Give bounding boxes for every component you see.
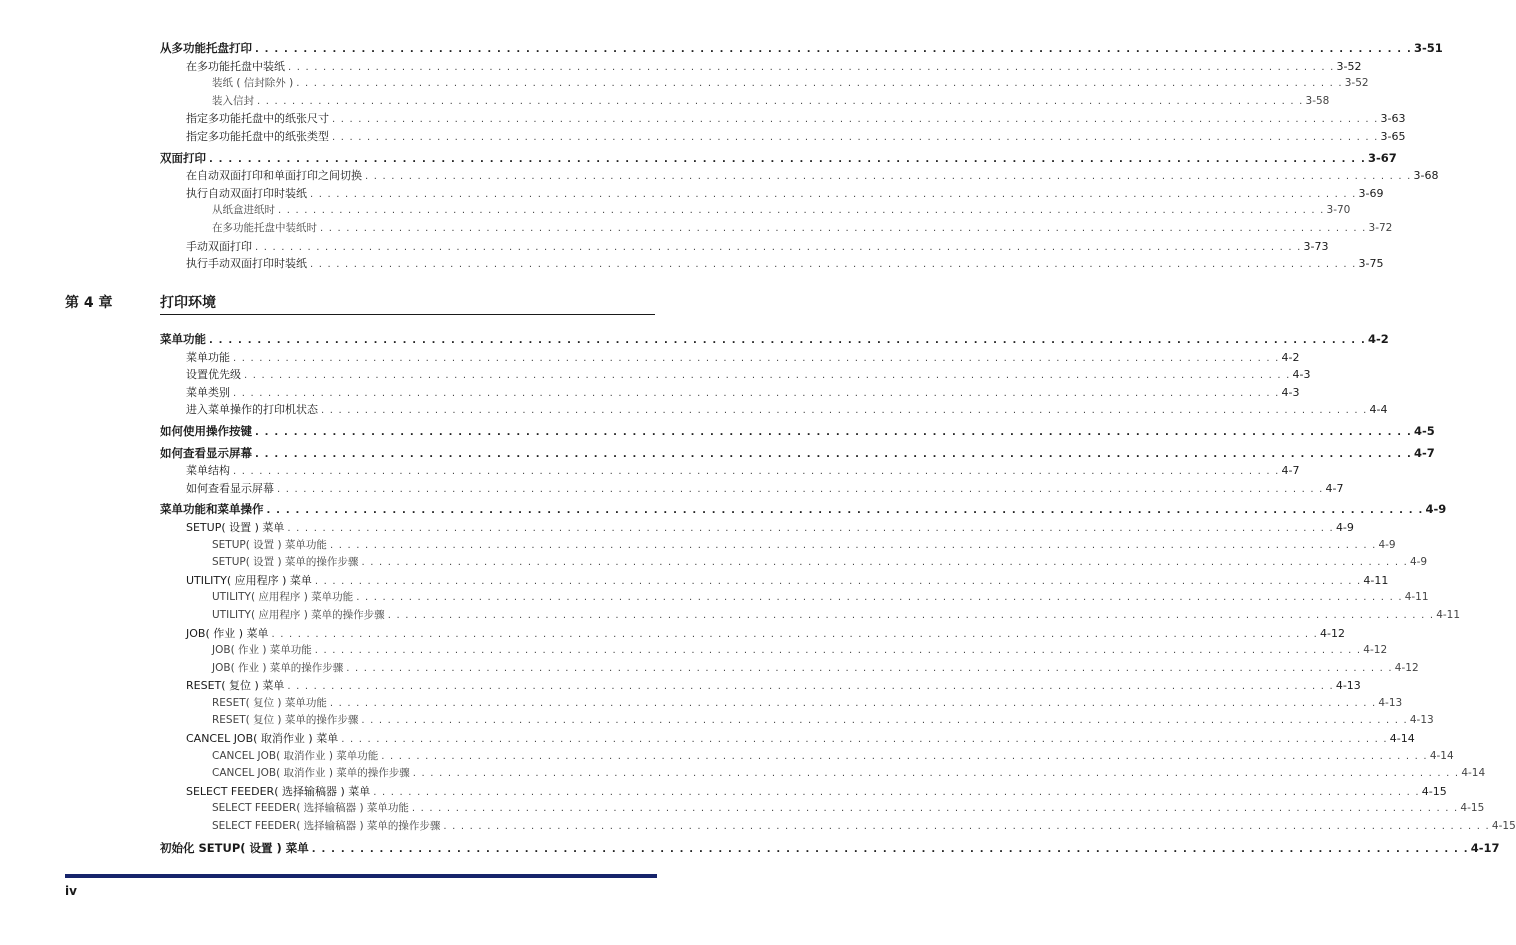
toc-entry-page: 4-7 [1413,445,1435,460]
toc-leader-dots: . . . . . . . . . . . . . . . . . . . . . . . . . . . . . . . . . . . . . . . . . . . . . . . . . . . . . . . . . . . . . . . . . . . . . . . . . . . . . . . . . . . . . . . . . . . . . . . . . . . . . . . . . . . . . . . . . . . . . . . . [278,205,1325,217]
toc-entry[interactable] [160,572,1389,590]
toc-entry-title: 菜单功能和菜单操作 [160,502,264,517]
toc-entry-page: 4-12 [1394,661,1419,674]
toc-entry[interactable] [160,840,1500,858]
toc-entry-page: 4-9 [1335,520,1354,534]
toc-entry[interactable] [160,423,1435,441]
toc-leader-dots: . . . . . . . . . . . . . . . . . . . . . . . . . . . . . . . . . . . . . . . . . . . . . . . . . . . . . . . . . . . . . . . . . . . . . . . . . . . . . . . . . . . . . . . . . . . . . . . . . . . . . . . . . . . . . . . . . . . . . . . . [233,387,1280,399]
toc-entry-title: 执行手动双面打印时装纸 [186,257,307,271]
toc-leader-dots: . . . . . . . . . . . . . . . . . . . . . . . . . . . . . . . . . . . . . . . . . . . . . . . . . . . . . . . . . . . . . . . . . . . . . . . . . . . . . . . . . . . . . . . . . . . . . . . . . . . . . . . . . . . . . . . . . . . . . . . . [233,352,1280,364]
toc-leader-dots: . . . . . . . . . . . . . . . . . . . . . . . . . . . . . . . . . . . . . . . . . . . . . . . . . . . . . . . . . . . . . . . . . . . . . . . . . . . . . . . . . . . . . . . . . . . . . . . . . . . . . . . . . . . . . . . . . . . . . . . . [329,697,1377,709]
toc-entry-page: 3-58 [1305,94,1330,107]
toc-entry[interactable] [160,554,1428,572]
toc-leader-dots: . . . . . . . . . . . . . . . . . . . . . . . . . . . . . . . . . . . . . . . . . . . . . . . . . . . . . . . . . . . . . . . . . . . . . . . . . . . . . . . . . . . . . . . . . . . . . . . . . . . . . . . . . . . . . . . . . . . . . . . . [271,628,1319,640]
chapter-heading [65,292,655,318]
toc-entry-title: RESET( 复位 ) 菜单的操作步骤 [212,714,359,727]
toc-entry[interactable] [160,75,1369,93]
chapter-rule [160,314,655,315]
toc-leader-dots: . . . . . . . . . . . . . . . . . . . . . . . . . . . . . . . . . . . . . . . . . . . . . . . . . . . . . . . . . . . . . . . . . . . . . . . . . . . . . . . . . . . . . . . . . . . . . . . . . . . . . . . . . . . . . . . . . . . . . . . . [244,370,1291,382]
toc-entry-page: 4-12 [1320,626,1346,640]
toc-entry[interactable] [160,712,1434,730]
toc-leader-dots: . . . . . . . . . . . . . . . . . . . . . . . . . . . . . . . . . . . . . . . . . . . . . . . . . . . . . . . . . . . . . . . . . . . . . . . . . . . . . . . . . . . . . . . . . . . . . . . . . . . . . . . . . . . . . . . . . . . . . . . . [341,734,1388,746]
toc-entry[interactable] [160,349,1300,367]
toc-leader-dots: . . . . . . . . . . . . . . . . . . . . . . . . . . . . . . . . . . . . . . . . . . . . . . . . . . . . . . . . . . . . . . . . . . . . . . . . . . . . . . . . . . . . . . . . . . . . . . . . . . . . . . . . . . . . . . . . . . . . . . . . [387,609,1435,621]
toc-entry-title: 执行自动双面打印时装纸 [186,186,307,200]
toc-entry-title: 菜单功能 [160,332,206,346]
toc-leader-dots: . . . . . . . . . . . . . . . . . . . . . . . . . . . . . . . . . . . . . . . . . . . . . . . . . . . . . . . . . . . . . . . . . . . . . . . . . . . . . . . . . . . . . . . . . . . . . . . . . . . . . . . . . . . . . . . . . . . . . . . . [320,222,1367,234]
toc-entry-page: 4-9 [1409,556,1428,569]
toc-entry[interactable] [160,501,1447,519]
toc-entry[interactable] [160,331,1389,349]
toc-entry-title: UTILITY( 应用程序 ) 菜单的操作步骤 [212,608,385,621]
toc-entry-page: 3-52 [1344,77,1369,90]
toc-leader-dots: . . . . . . . . . . . . . . . . . . . . . . . . . . . . . . . . . . . . . . . . . . . . . . . . . . . . . . . . . . . . . . . . . . . . . . . . . . . . . . . . . . . . . . . . . . . . . . . . . . . . . . . . . . . . . . . . . . . . . . . . [277,483,1324,495]
toc-entry-title: CANCEL JOB( 取消作业 ) 菜单 [186,732,339,746]
toc-entry-title: RESET( 复位 ) 菜单功能 [212,696,327,709]
toc-leader-dots: . . . . . . . . . . . . . . . . . . . . . . . . . . . . . . . . . . . . . . . . . . . . . . . . . . . . . . . . . . . . . . . . . . . . . . . . . . . . . . . . . . . . . . . . . . . . . . . . . . . . . . . . . . . . . . . . . . . . . . . . [255,241,1302,253]
toc-entry-title: 进入菜单操作的打印机状态 [186,403,318,417]
toc-entry-page: 4-7 [1281,464,1300,478]
toc-entry-page: 4-13 [1409,714,1434,727]
toc-entry-page: 4-2 [1367,332,1389,346]
toc-entry-page: 4-11 [1404,591,1429,604]
toc-entry[interactable] [160,519,1354,537]
toc-entry-title: 菜单类别 [186,385,230,399]
toc-entry-title: 如何查看显示屏幕 [160,445,252,460]
toc-leader-dots: . . . . . . . . . . . . . . . . . . . . . . . . . . . . . . . . . . . . . . . . . . . . . . . . . . . . . . . . . . . . . . . . . . . . . . . . . . . . . . . . . . . . . . . . . . . . . . . . . . . . . . . . . . . . . . . . . . . . . . . . [443,821,1490,833]
toc-entry[interactable] [160,695,1403,713]
toc-entry-page: 4-4 [1369,403,1388,417]
chapter-number: 第 4 章 [65,295,113,311]
page-number: iv [65,884,77,898]
toc-entry[interactable] [160,765,1486,783]
toc-entry[interactable] [160,128,1406,146]
toc-leader-dots: . . . . . . . . . . . . . . . . . . . . . . . . . . . . . . . . . . . . . . . . . . . . . . . . . . . . . . . . . . . . . . . . . . . . . . . . . . . . . . . . . . . . . . . . . . . . . . . . . . . . . . . . . . . . . . . . . . . . . . . . [332,131,1379,143]
toc-leader-dots: . . . . . . . . . . . . . . . . . . . . . . . . . . . . . . . . . . . . . . . . . . . . . . . . . . . . . . . . . . . . . . . . . . . . . . . . . . . . . . . . . . . . . . . . . . . . . . . . . . . . . . . . . . . . . . . . . . . . . . . . [329,539,1377,551]
toc-entry[interactable] [160,660,1419,678]
toc-entry[interactable] [160,167,1439,185]
toc-leader-dots: . . . . . . . . . . . . . . . . . . . . . . . . . . . . . . . . . . . . . . . . . . . . . . . . . . . . . . . . . . . . . . . . . . . . . . . . . . . . . . . . . . . . . . . . . . . . . . . . . . . . . . . . . . . . . . . . . . . . . . . . [287,522,1334,534]
toc-leader-dots: . . . . . . . . . . . . . . . . . . . . . . . . . . . . . . . . . . . . . . . . . . . . . . . . . . . . . . . . . . . . . . . . . . . . . . . . . . . . . . . . . . . . . . . . . . . . . . . . . . . . . . . . . . . . . . . . . . . . . . . . [233,466,1280,478]
toc-leader-dots: . . . . . . . . . . . . . . . . . . . . . . . . . . . . . . . . . . . . . . . . . . . . . . . . . . . . . . . . . . . . . . . . . . . . . . . . . . . . . . . . . . . . . . . . . . . . . . . . . . . . . . . . . . . . . . . . . . . . . . . . [209,335,1366,346]
toc-entry-page: 4-5 [1413,423,1435,438]
toc-entry-page: 3-63 [1380,112,1406,126]
toc-entry[interactable] [160,384,1300,402]
toc-entry[interactable] [160,93,1330,111]
toc-entry[interactable] [160,818,1516,836]
toc-leader-dots: . . . . . . . . . . . . . . . . . . . . . . . . . . . . . . . . . . . . . . . . . . . . . . . . . . . . . . . . . . . . . . . . . . . . . . . . . . . . . . . . . . . . . . . . . . . . . . . . . . . . . . . . . . . . . . . . . . . . . . . . [255,426,1412,438]
toc-entry[interactable] [160,401,1388,419]
toc-entry-page: 3-75 [1358,257,1384,271]
toc-top-section [160,40,1443,273]
toc-entry-title: 如何使用操作按键 [160,423,252,438]
toc-leader-dots: . . . . . . . . . . . . . . . . . . . . . . . . . . . . . . . . . . . . . . . . . . . . . . . . . . . . . . . . . . . . . . . . . . . . . . . . . . . . . . . . . . . . . . . . . . . . . . . . . . . . . . . . . . . . . . . . . . . . . . . . [373,786,1420,798]
toc-entry[interactable] [160,202,1351,220]
toc-entry-title: SELECT FEEDER( 选择输稿器 ) 菜单的操作步骤 [212,820,441,833]
toc-leader-dots: . . . . . . . . . . . . . . . . . . . . . . . . . . . . . . . . . . . . . . . . . . . . . . . . . . . . . . . . . . . . . . . . . . . . . . . . . . . . . . . . . . . . . . . . . . . . . . . . . . . . . . . . . . . . . . . . . . . . . . . . [361,557,1408,569]
toc-entry-title: 指定多功能托盘中的纸张尺寸 [186,112,329,126]
toc-entry-title: 指定多功能托盘中的纸张类型 [186,129,329,143]
toc-entry-title: 菜单功能 [186,350,230,364]
toc-entry-title: 手动双面打印 [186,239,252,253]
toc-entry-page: 4-12 [1363,644,1388,657]
toc-entry[interactable] [160,537,1396,555]
toc-entry[interactable] [160,445,1435,463]
toc-leader-dots: . . . . . . . . . . . . . . . . . . . . . . . . . . . . . . . . . . . . . . . . . . . . . . . . . . . . . . . . . . . . . . . . . . . . . . . . . . . . . . . . . . . . . . . . . . . . . . . . . . . . . . . . . . . . . . . . . . . . . . . . [266,505,1424,517]
toc-entry[interactable] [160,462,1300,480]
toc-entry-title: SETUP( 设置 ) 菜单的操作步骤 [212,556,359,569]
toc-entry-page: 4-15 [1460,802,1485,815]
toc-entry-title: SETUP( 设置 ) 菜单 [186,520,285,534]
toc-entry-page: 3-68 [1413,169,1439,183]
toc-leader-dots: . . . . . . . . . . . . . . . . . . . . . . . . . . . . . . . . . . . . . . . . . . . . . . . . . . . . . . . . . . . . . . . . . . . . . . . . . . . . . . . . . . . . . . . . . . . . . . . . . . . . . . . . . . . . . . . . . . . . . . . . [296,78,1343,90]
toc-leader-dots: . . . . . . . . . . . . . . . . . . . . . . . . . . . . . . . . . . . . . . . . . . . . . . . . . . . . . . . . . . . . . . . . . . . . . . . . . . . . . . . . . . . . . . . . . . . . . . . . . . . . . . . . . . . . . . . . . . . . . . . . [209,153,1366,165]
toc-leader-dots: . . . . . . . . . . . . . . . . . . . . . . . . . . . . . . . . . . . . . . . . . . . . . . . . . . . . . . . . . . . . . . . . . . . . . . . . . . . . . . . . . . . . . . . . . . . . . . . . . . . . . . . . . . . . . . . . . . . . . . . . [255,44,1412,55]
toc-entry-page: 4-7 [1325,481,1344,495]
toc-leader-dots: . . . . . . . . . . . . . . . . . . . . . . . . . . . . . . . . . . . . . . . . . . . . . . . . . . . . . . . . . . . . . . . . . . . . . . . . . . . . . . . . . . . . . . . . . . . . . . . . . . . . . . . . . . . . . . . . . . . . . . . . [314,575,1362,587]
toc-entry-page: 4-11 [1436,608,1461,621]
toc-leader-dots: . . . . . . . . . . . . . . . . . . . . . . . . . . . . . . . . . . . . . . . . . . . . . . . . . . . . . . . . . . . . . . . . . . . . . . . . . . . . . . . . . . . . . . . . . . . . . . . . . . . . . . . . . . . . . . . . . . . . . . . . [310,259,1357,271]
toc-entry-page: 4-17 [1470,840,1500,855]
toc-entry-page: 3-51 [1413,41,1443,55]
toc-entry-title: 装入信封 [212,94,254,107]
toc-entry-title: 初始化 SETUP( 设置 ) 菜单 [160,840,309,855]
toc-entry-title: 设置优先级 [186,368,241,382]
toc-entry[interactable] [160,783,1447,801]
toc-entry-title: JOB( 作业 ) 菜单功能 [212,644,312,657]
toc-entry[interactable] [160,40,1443,58]
toc-entry-page: 4-13 [1335,679,1361,693]
toc-entry-title: 从多功能托盘打印 [160,41,252,55]
toc-entry-page: 3-72 [1368,221,1393,234]
toc-entry-page: 4-3 [1281,385,1300,399]
toc-entry-page: 4-9 [1425,502,1447,517]
toc-leader-dots: . . . . . . . . . . . . . . . . . . . . . . . . . . . . . . . . . . . . . . . . . . . . . . . . . . . . . . . . . . . . . . . . . . . . . . . . . . . . . . . . . . . . . . . . . . . . . . . . . . . . . . . . . . . . . . . . . . . . . . . . [257,95,1304,107]
toc-entry[interactable] [160,748,1454,766]
toc-entry-page: 4-11 [1363,573,1389,587]
toc-entry-title: UTILITY( 应用程序 ) 菜单 [186,573,312,587]
toc-entry[interactable] [160,58,1362,76]
toc-entry-title: 在多功能托盘中装纸 [186,59,285,73]
toc-entry[interactable] [160,185,1384,203]
footer-rule [65,874,657,878]
toc-leader-dots: . . . . . . . . . . . . . . . . . . . . . . . . . . . . . . . . . . . . . . . . . . . . . . . . . . . . . . . . . . . . . . . . . . . . . . . . . . . . . . . . . . . . . . . . . . . . . . . . . . . . . . . . . . . . . . . . . . . . . . . . [310,188,1357,200]
toc-leader-dots: . . . . . . . . . . . . . . . . . . . . . . . . . . . . . . . . . . . . . . . . . . . . . . . . . . . . . . . . . . . . . . . . . . . . . . . . . . . . . . . . . . . . . . . . . . . . . . . . . . . . . . . . . . . . . . . . . . . . . . . . [361,715,1408,727]
toc-entry-title: 双面打印 [160,150,206,165]
toc-entry-page: 3-73 [1303,239,1329,253]
toc-leader-dots: . . . . . . . . . . . . . . . . . . . . . . . . . . . . . . . . . . . . . . . . . . . . . . . . . . . . . . . . . . . . . . . . . . . . . . . . . . . . . . . . . . . . . . . . . . . . . . . . . . . . . . . . . . . . . . . . . . . . . . . . [332,114,1379,126]
toc-entry[interactable] [160,366,1311,384]
chapter-title: 打印环境 [160,295,216,311]
toc-leader-dots: . . . . . . . . . . . . . . . . . . . . . . . . . . . . . . . . . . . . . . . . . . . . . . . . . . . . . . . . . . . . . . . . . . . . . . . . . . . . . . . . . . . . . . . . . . . . . . . . . . . . . . . . . . . . . . . . . . . . . . . . [314,645,1362,657]
toc-leader-dots: . . . . . . . . . . . . . . . . . . . . . . . . . . . . . . . . . . . . . . . . . . . . . . . . . . . . . . . . . . . . . . . . . . . . . . . . . . . . . . . . . . . . . . . . . . . . . . . . . . . . . . . . . . . . . . . . . . . . . . . . [381,750,1428,762]
toc-entry[interactable] [160,110,1406,128]
toc-entry-page: 4-3 [1292,368,1311,382]
toc-entry-title: UTILITY( 应用程序 ) 菜单功能 [212,591,354,604]
toc-entry[interactable] [160,730,1415,748]
toc-entry[interactable] [160,255,1384,273]
toc-entry-title: SELECT FEEDER( 选择输稿器 ) 菜单功能 [212,802,409,815]
toc-entry[interactable] [160,607,1461,625]
toc-entry-page: 3-67 [1367,150,1397,165]
toc-leader-dots: . . . . . . . . . . . . . . . . . . . . . . . . . . . . . . . . . . . . . . . . . . . . . . . . . . . . . . . . . . . . . . . . . . . . . . . . . . . . . . . . . . . . . . . . . . . . . . . . . . . . . . . . . . . . . . . . . . . . . . . . [255,448,1412,460]
toc-leader-dots: . . . . . . . . . . . . . . . . . . . . . . . . . . . . . . . . . . . . . . . . . . . . . . . . . . . . . . . . . . . . . . . . . . . . . . . . . . . . . . . . . . . . . . . . . . . . . . . . . . . . . . . . . . . . . . . . . . . . . . . . [346,662,1393,674]
toc-entry[interactable] [160,238,1329,256]
toc-entry-page: 3-69 [1358,186,1384,200]
toc-entry-page: 4-14 [1429,749,1454,762]
toc-entry-title: SETUP( 设置 ) 菜单功能 [212,538,327,551]
toc-leader-dots: . . . . . . . . . . . . . . . . . . . . . . . . . . . . . . . . . . . . . . . . . . . . . . . . . . . . . . . . . . . . . . . . . . . . . . . . . . . . . . . . . . . . . . . . . . . . . . . . . . . . . . . . . . . . . . . . . . . . . . . . [287,681,1334,693]
toc-entry[interactable] [160,625,1346,643]
toc-entry[interactable] [160,677,1361,695]
toc-leader-dots: . . . . . . . . . . . . . . . . . . . . . . . . . . . . . . . . . . . . . . . . . . . . . . . . . . . . . . . . . . . . . . . . . . . . . . . . . . . . . . . . . . . . . . . . . . . . . . . . . . . . . . . . . . . . . . . . . . . . . . . . [288,61,1335,73]
toc-leader-dots: . . . . . . . . . . . . . . . . . . . . . . . . . . . . . . . . . . . . . . . . . . . . . . . . . . . . . . . . . . . . . . . . . . . . . . . . . . . . . . . . . . . . . . . . . . . . . . . . . . . . . . . . . . . . . . . . . . . . . . . . [356,592,1403,604]
toc-entry-title: 从纸盒进纸时 [212,204,275,217]
toc-entry-page: 4-15 [1421,784,1447,798]
toc-entry-title: 装纸 ( 信封除外 ) [212,77,294,90]
toc-entry-page: 4-14 [1461,767,1486,780]
toc-entry[interactable] [160,642,1388,660]
toc-entry-page: 4-15 [1491,820,1516,833]
toc-entry-title: 如何查看显示屏幕 [186,481,274,495]
toc-entry-title: RESET( 复位 ) 菜单 [186,679,285,693]
toc-entry-title: SELECT FEEDER( 选择输稿器 ) 菜单 [186,784,371,798]
toc-entry[interactable] [160,589,1429,607]
toc-entry[interactable] [160,480,1344,498]
toc-entry-page: 3-65 [1380,129,1406,143]
toc-entry-page: 4-2 [1281,350,1300,364]
toc-entry-page: 3-52 [1336,59,1362,73]
toc-leader-dots: . . . . . . . . . . . . . . . . . . . . . . . . . . . . . . . . . . . . . . . . . . . . . . . . . . . . . . . . . . . . . . . . . . . . . . . . . . . . . . . . . . . . . . . . . . . . . . . . . . . . . . . . . . . . . . . . . . . . . . . . [311,843,1469,855]
toc-entry-page: 4-13 [1378,696,1403,709]
toc-entry-title: CANCEL JOB( 取消作业 ) 菜单的操作步骤 [212,767,410,780]
toc-entry-title: JOB( 作业 ) 菜单的操作步骤 [212,661,344,674]
toc-entry-title: 在自动双面打印和单面打印之间切换 [186,169,362,183]
toc-entry-page: 4-9 [1378,538,1396,551]
toc-leader-dots: . . . . . . . . . . . . . . . . . . . . . . . . . . . . . . . . . . . . . . . . . . . . . . . . . . . . . . . . . . . . . . . . . . . . . . . . . . . . . . . . . . . . . . . . . . . . . . . . . . . . . . . . . . . . . . . . . . . . . . . . [321,405,1368,417]
toc-entry-title: 菜单结构 [186,464,230,478]
toc-entry[interactable] [160,150,1397,168]
toc-entry-page: 4-14 [1389,732,1415,746]
toc-leader-dots: . . . . . . . . . . . . . . . . . . . . . . . . . . . . . . . . . . . . . . . . . . . . . . . . . . . . . . . . . . . . . . . . . . . . . . . . . . . . . . . . . . . . . . . . . . . . . . . . . . . . . . . . . . . . . . . . . . . . . . . . [365,171,1412,183]
toc-leader-dots: . . . . . . . . . . . . . . . . . . . . . . . . . . . . . . . . . . . . . . . . . . . . . . . . . . . . . . . . . . . . . . . . . . . . . . . . . . . . . . . . . . . . . . . . . . . . . . . . . . . . . . . . . . . . . . . . . . . . . . . . [412,768,1460,780]
toc-entry-title: CANCEL JOB( 取消作业 ) 菜单功能 [212,749,379,762]
toc-chapter-section [160,331,1516,857]
toc-entry-page: 3-70 [1326,204,1351,217]
toc-entry-title: 在多功能托盘中装纸时 [212,221,317,234]
toc-leader-dots: . . . . . . . . . . . . . . . . . . . . . . . . . . . . . . . . . . . . . . . . . . . . . . . . . . . . . . . . . . . . . . . . . . . . . . . . . . . . . . . . . . . . . . . . . . . . . . . . . . . . . . . . . . . . . . . . . . . . . . . . [411,803,1459,815]
toc-entry[interactable] [160,800,1485,818]
toc-entry[interactable] [160,220,1393,238]
toc-entry-title: JOB( 作业 ) 菜单 [186,626,269,640]
